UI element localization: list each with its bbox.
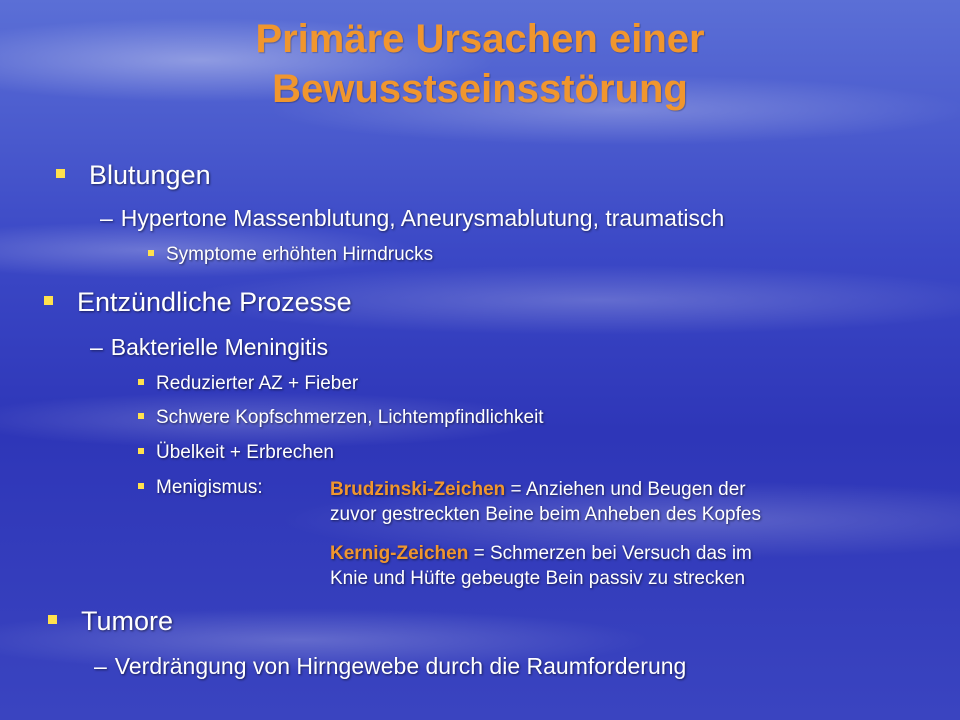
square-bullet-icon	[44, 296, 53, 305]
term-kernig: Kernig-Zeichen	[330, 543, 469, 564]
item-menigismus	[138, 477, 263, 499]
sub-meningitis-text: Bakterielle Meningitis	[110, 334, 329, 360]
definition-brudzinski	[330, 477, 890, 527]
item-hirndruck-text: Symptome erhöhten Hirndrucks	[166, 244, 434, 265]
dash-icon: –	[94, 653, 107, 679]
heading-entzuendliche-prozesse: Entzündliche Prozesse	[77, 287, 352, 317]
title-line-2: Bewusstseinsstörung	[272, 67, 688, 111]
square-bullet-icon	[56, 169, 65, 178]
square-bullet-icon	[148, 250, 154, 256]
item-uebelkeit	[138, 442, 334, 464]
bullet-entzuendliche-prozesse	[44, 287, 352, 318]
sub-blutungen	[100, 205, 724, 232]
brudzinski-line-2: zuvor gestreckten Beine beim Anheben des Kopfes	[330, 504, 761, 525]
bullet-blutungen	[56, 160, 211, 191]
kernig-line-2: Knie und Hüfte gebeugte Bein passiv zu strecken	[330, 568, 746, 589]
dash-icon: –	[100, 205, 113, 231]
square-bullet-icon	[138, 379, 144, 385]
sub-tumore	[94, 653, 686, 680]
slide-title	[0, 14, 960, 114]
item-kopfschmerzen-text: Schwere Kopfschmerzen, Lichtempfindlichkeit	[156, 407, 544, 428]
heading-blutungen: Blutungen	[89, 160, 211, 190]
bullet-tumore	[48, 606, 173, 637]
heading-tumore: Tumore	[81, 606, 174, 636]
item-az-fieber	[138, 373, 358, 395]
kernig-line-1: = Schmerzen bei Versuch das im	[468, 543, 752, 564]
definition-kernig	[330, 541, 890, 591]
sub-tumore-text: Verdrängung von Hirngewebe durch die Raumforderung	[114, 653, 687, 679]
sub-blutungen-text: Hypertone Massenblutung, Aneurysmablutung, traumatisch	[120, 205, 725, 231]
square-bullet-icon	[138, 413, 144, 419]
title-line-1: Primäre Ursachen einer	[255, 17, 705, 61]
brudzinski-line-1: = Anziehen und Beugen der	[505, 479, 746, 500]
item-hirndruck	[148, 244, 433, 266]
dash-icon: –	[90, 334, 103, 360]
term-brudzinski: Brudzinski-Zeichen	[330, 479, 506, 500]
item-uebelkeit-text: Übelkeit + Erbrechen	[156, 442, 334, 463]
square-bullet-icon	[138, 448, 144, 454]
item-menigismus-text: Menigismus:	[156, 477, 263, 498]
square-bullet-icon	[138, 483, 144, 489]
square-bullet-icon	[48, 615, 57, 624]
item-az-fieber-text: Reduzierter AZ + Fieber	[156, 373, 359, 394]
item-kopfschmerzen	[138, 407, 544, 429]
sub-meningitis	[90, 334, 328, 361]
